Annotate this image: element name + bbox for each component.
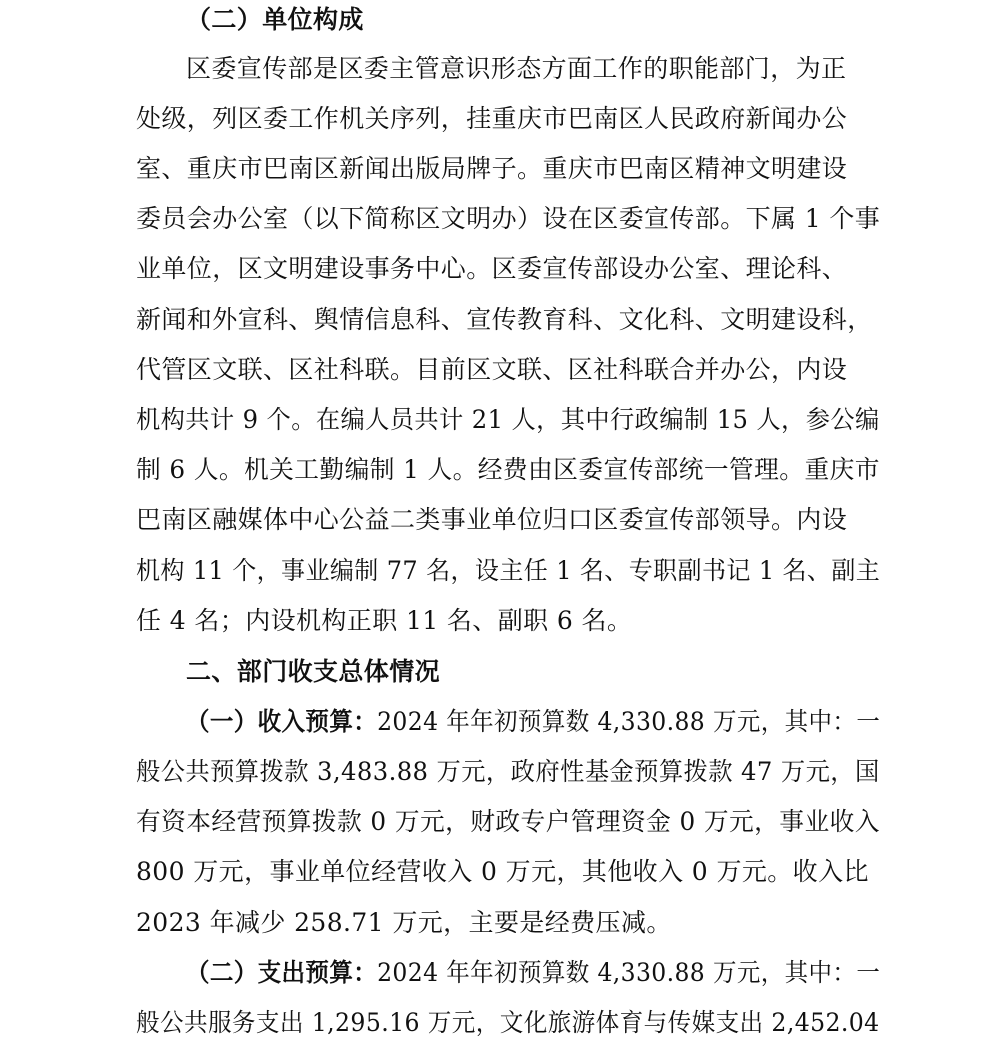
income-budget-text: 2024 年年初预算数 4,330.88 万元，其中：一 — [377, 707, 881, 736]
paragraph-line: 区委宣传部是区委主管意识形态方面工作的职能部门，为正 — [186, 54, 847, 83]
expenditure-budget-text: 2024 年年初预算数 4,330.88 万元，其中：一 — [377, 958, 881, 987]
paragraph-line: 巴南区融媒体中心公益二类事业单位归口区委宣传部领导。内设 — [136, 505, 848, 534]
paragraph-line: 机构 11 个，事业编制 77 名，设主任 1 名、专职副书记 1 名、副主 — [136, 556, 881, 585]
paragraph-line: 般公共预算拨款 3,483.88 万元，政府性基金预算拨款 47 万元，国 — [136, 757, 880, 786]
paragraph-line: 般公共服务支出 1,295.16 万元，文化旅游体育与传媒支出 2,452.04 — [136, 1008, 880, 1037]
section-heading-budget-overview: 二、部门收支总体情况 — [186, 657, 441, 686]
paragraph-line: 任 4 名；内设机构正职 11 名、副职 6 名。 — [136, 606, 633, 635]
paragraph-line: 委员会办公室（以下简称区文明办）设在区委宣传部。下属 1 个事 — [136, 204, 881, 233]
paragraph-line: 有资本经营预算拨款 0 万元，财政专户管理资金 0 万元，事业收入 — [136, 807, 880, 836]
section-heading-unit-composition: （二）单位构成 — [186, 5, 364, 34]
paragraph-line: 处级，列区委工作机关序列，挂重庆市巴南区人民政府新闻办公 — [136, 104, 848, 133]
expenditure-budget-first-line — [186, 953, 880, 993]
income-budget-label: （一）收入预算： — [186, 707, 378, 736]
paragraph-line: 制 6 人。机关工勤编制 1 人。经费由区委宣传部统一管理。重庆市 — [136, 455, 880, 484]
paragraph-line: 机构共计 9 个。在编人员共计 21 人，其中行政编制 15 人，参公编 — [136, 405, 880, 434]
income-budget-first-line — [186, 702, 880, 742]
paragraph-line: 代管区文联、区社科联。目前区文联、区社科联合并办公，内设 — [136, 355, 848, 384]
paragraph-line: 新闻和外宣科、舆情信息科、宣传教育科、文化科、文明建设科， — [136, 305, 873, 334]
paragraph-line: 800 万元，事业单位经营收入 0 万元，其他收入 0 万元。收入比 — [136, 857, 869, 886]
paragraph-line: 2023 年减少 258.71 万元，主要是经费压减。 — [136, 908, 672, 937]
paragraph-line: 业单位，区文明建设事务中心。区委宣传部设办公室、理论科、 — [136, 254, 848, 283]
expenditure-budget-label: （二）支出预算： — [186, 958, 378, 987]
paragraph-line: 室、重庆市巴南区新闻出版局牌子。重庆市巴南区精神文明建设 — [136, 154, 848, 183]
